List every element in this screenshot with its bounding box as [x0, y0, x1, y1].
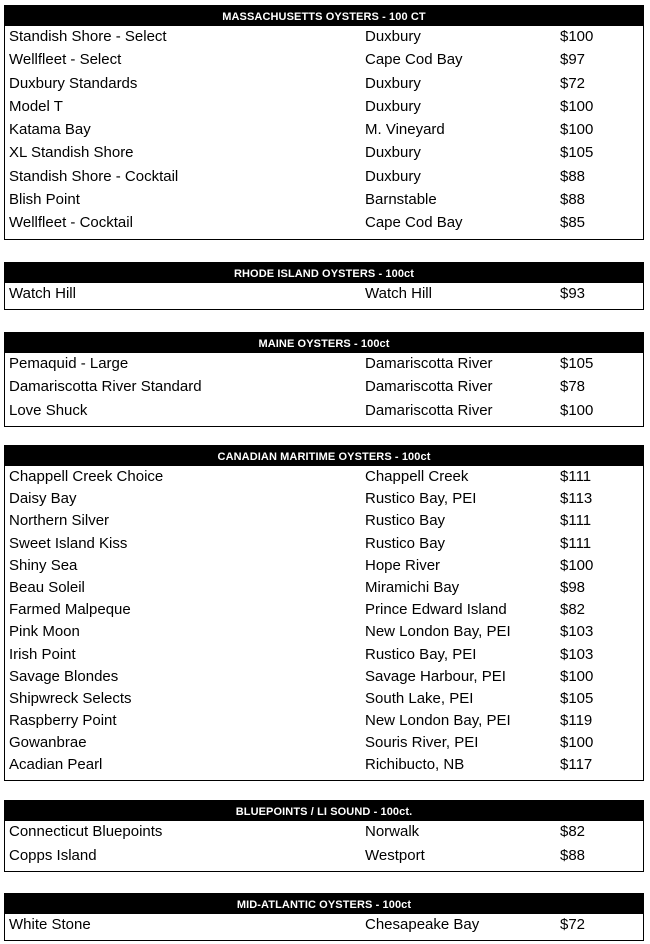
- oyster-location: Miramichi Bay: [365, 578, 460, 596]
- oyster-price: $100: [560, 734, 594, 752]
- table-row: [5, 400, 643, 423]
- oyster-price: $119: [560, 712, 593, 730]
- section-rhode-island-oysters-100ct: [4, 262, 644, 310]
- table-row: [5, 142, 643, 165]
- oyster-location: Duxbury: [365, 97, 421, 115]
- oyster-price: $100: [560, 401, 594, 419]
- oyster-price: $100: [560, 28, 594, 45]
- item-list: [5, 353, 643, 426]
- oyster-price: $97: [560, 51, 586, 69]
- table-row: [5, 845, 643, 869]
- oyster-price: $103: [560, 645, 594, 663]
- oyster-price: $100: [560, 97, 594, 115]
- item-list: [5, 466, 643, 780]
- section-header: CANADIAN MARITIME OYSTERS - 100ct: [5, 446, 643, 466]
- oyster-location: Barnstable: [365, 191, 437, 209]
- oyster-price: $88: [560, 167, 586, 185]
- table-row: [5, 49, 643, 72]
- table-row: [5, 914, 643, 937]
- item-list: [5, 283, 643, 309]
- oyster-price: $117: [560, 756, 593, 774]
- oyster-location: New London Bay, PEI: [365, 623, 511, 641]
- oyster-location: Norwalk: [365, 823, 420, 840]
- table-row: [5, 732, 643, 754]
- oyster-price: $105: [560, 689, 594, 707]
- oyster-name: Standish Shore - Select: [9, 28, 167, 45]
- oyster-price: $100: [560, 556, 594, 574]
- table-row: [5, 353, 643, 376]
- oyster-location: Duxbury: [365, 74, 421, 92]
- oyster-price: $111: [560, 468, 592, 485]
- table-row: [5, 376, 643, 399]
- oyster-location: Prince Edward Island: [365, 601, 507, 619]
- oyster-location: Watch Hill: [365, 285, 432, 302]
- oyster-name: Irish Point: [9, 645, 76, 663]
- oyster-name: Blish Point: [9, 191, 80, 209]
- table-row: [5, 821, 643, 845]
- table-row: [5, 621, 643, 643]
- oyster-location: Damariscotta River: [365, 355, 493, 372]
- oyster-location: Chesapeake Bay: [365, 916, 480, 933]
- oyster-name: Damariscotta River Standard: [9, 378, 202, 396]
- oyster-price: $103: [560, 623, 594, 641]
- oyster-price: $72: [560, 916, 586, 933]
- oyster-price: $113: [560, 490, 593, 508]
- oyster-name: Pink Moon: [9, 623, 80, 641]
- oyster-name: Shiny Sea: [9, 556, 78, 574]
- table-row: [5, 189, 643, 212]
- oyster-location: Richibucto, NB: [365, 756, 465, 774]
- table-row: [5, 533, 643, 555]
- oyster-location: Rustico Bay, PEI: [365, 490, 477, 508]
- oyster-name: Beau Soleil: [9, 578, 85, 596]
- section-header: MASSACHUSETTS OYSTERS - 100 CT: [5, 6, 643, 26]
- oyster-name: White Stone: [9, 916, 91, 933]
- table-row: [5, 119, 643, 142]
- oyster-name: XL Standish Shore: [9, 144, 134, 162]
- oyster-name: Duxbury Standards: [9, 74, 138, 92]
- oyster-location: Westport: [365, 846, 425, 864]
- oyster-location: Duxbury: [365, 28, 421, 45]
- oyster-name: Daisy Bay: [9, 490, 77, 508]
- section-header: MAINE OYSTERS - 100ct: [5, 333, 643, 353]
- table-row: [5, 510, 643, 532]
- table-row: [5, 666, 643, 688]
- section-mid-atlantic-oysters-100ct: [4, 893, 644, 941]
- section-canadian-maritime-oysters-100ct: [4, 445, 644, 781]
- oyster-name: Standish Shore - Cocktail: [9, 167, 179, 185]
- oyster-location: Rustico Bay: [365, 512, 446, 530]
- table-row: [5, 26, 643, 49]
- oyster-name: Katama Bay: [9, 121, 91, 139]
- section-maine-oysters-100ct: [4, 332, 644, 427]
- oyster-name: Watch Hill: [9, 285, 76, 302]
- table-row: [5, 96, 643, 119]
- oyster-name: Farmed Malpeque: [9, 601, 131, 619]
- oyster-name: Shipwreck Selects: [9, 689, 132, 707]
- item-list: [5, 821, 643, 871]
- oyster-price: $111: [560, 512, 592, 530]
- table-row: [5, 73, 643, 96]
- oyster-price: $100: [560, 667, 594, 685]
- table-row: [5, 166, 643, 189]
- oyster-price: $72: [560, 74, 586, 92]
- oyster-name: Pemaquid - Large: [9, 355, 129, 372]
- table-row: [5, 644, 643, 666]
- oyster-name: Chappell Creek Choice: [9, 468, 164, 485]
- oyster-location: South Lake, PEI: [365, 689, 474, 707]
- oyster-location: Hope River: [365, 556, 441, 574]
- section-header: RHODE ISLAND OYSTERS - 100ct: [5, 263, 643, 283]
- oyster-name: Gowanbrae: [9, 734, 87, 752]
- table-row: [5, 754, 643, 776]
- oyster-name: Acadian Pearl: [9, 756, 103, 774]
- oyster-location: Savage Harbour, PEI: [365, 667, 506, 685]
- section-header: BLUEPOINTS / LI SOUND - 100ct.: [5, 801, 643, 821]
- oyster-location: Duxbury: [365, 144, 421, 162]
- table-row: [5, 466, 643, 488]
- oyster-price: $82: [560, 823, 586, 840]
- section-header: MID-ATLANTIC OYSTERS - 100ct: [5, 894, 643, 914]
- oyster-name: Love Shuck: [9, 401, 88, 419]
- oyster-location: Damariscotta River: [365, 378, 493, 396]
- oyster-location: M. Vineyard: [365, 121, 445, 139]
- oyster-name: Copps Island: [9, 846, 97, 864]
- oyster-price: $88: [560, 846, 586, 864]
- table-row: [5, 283, 643, 306]
- oyster-price: $85: [560, 214, 586, 232]
- oyster-price: $100: [560, 121, 594, 139]
- oyster-location: Cape Cod Bay: [365, 214, 463, 232]
- section-massachusetts-oysters-100-ct: [4, 5, 644, 240]
- oyster-price: $78: [560, 378, 586, 396]
- section-bluepoints-li-sound-100ct: [4, 800, 644, 872]
- oyster-price: $111: [560, 534, 592, 552]
- oyster-name: Savage Blondes: [9, 667, 119, 685]
- oyster-location: Souris River, PEI: [365, 734, 479, 752]
- oyster-name: Connecticut Bluepoints: [9, 823, 163, 840]
- oyster-location: Rustico Bay: [365, 534, 446, 552]
- oyster-price: $98: [560, 578, 586, 596]
- oyster-name: Sweet Island Kiss: [9, 534, 128, 552]
- oyster-location: Rustico Bay, PEI: [365, 645, 477, 663]
- table-row: [5, 212, 643, 235]
- oyster-price: $105: [560, 355, 594, 372]
- oyster-price: $105: [560, 144, 594, 162]
- oyster-location: Duxbury: [365, 167, 421, 185]
- oyster-price: $93: [560, 285, 586, 302]
- table-row: [5, 599, 643, 621]
- oyster-name: Northern Silver: [9, 512, 110, 530]
- oyster-name: Model T: [9, 97, 63, 115]
- item-list: [5, 914, 643, 940]
- oyster-name: Wellfleet - Cocktail: [9, 214, 133, 232]
- oyster-name: Raspberry Point: [9, 712, 117, 730]
- table-row: [5, 577, 643, 599]
- table-row: [5, 488, 643, 510]
- oyster-price: $88: [560, 191, 586, 209]
- oyster-location: New London Bay, PEI: [365, 712, 511, 730]
- table-row: [5, 710, 643, 732]
- table-row: [5, 555, 643, 577]
- oyster-name: Wellfleet - Select: [9, 51, 122, 69]
- table-row: [5, 688, 643, 710]
- oyster-location: Damariscotta River: [365, 401, 493, 419]
- oyster-location: Chappell Creek: [365, 468, 469, 485]
- oyster-location: Cape Cod Bay: [365, 51, 463, 69]
- item-list: [5, 26, 643, 239]
- oyster-price: $82: [560, 601, 586, 619]
